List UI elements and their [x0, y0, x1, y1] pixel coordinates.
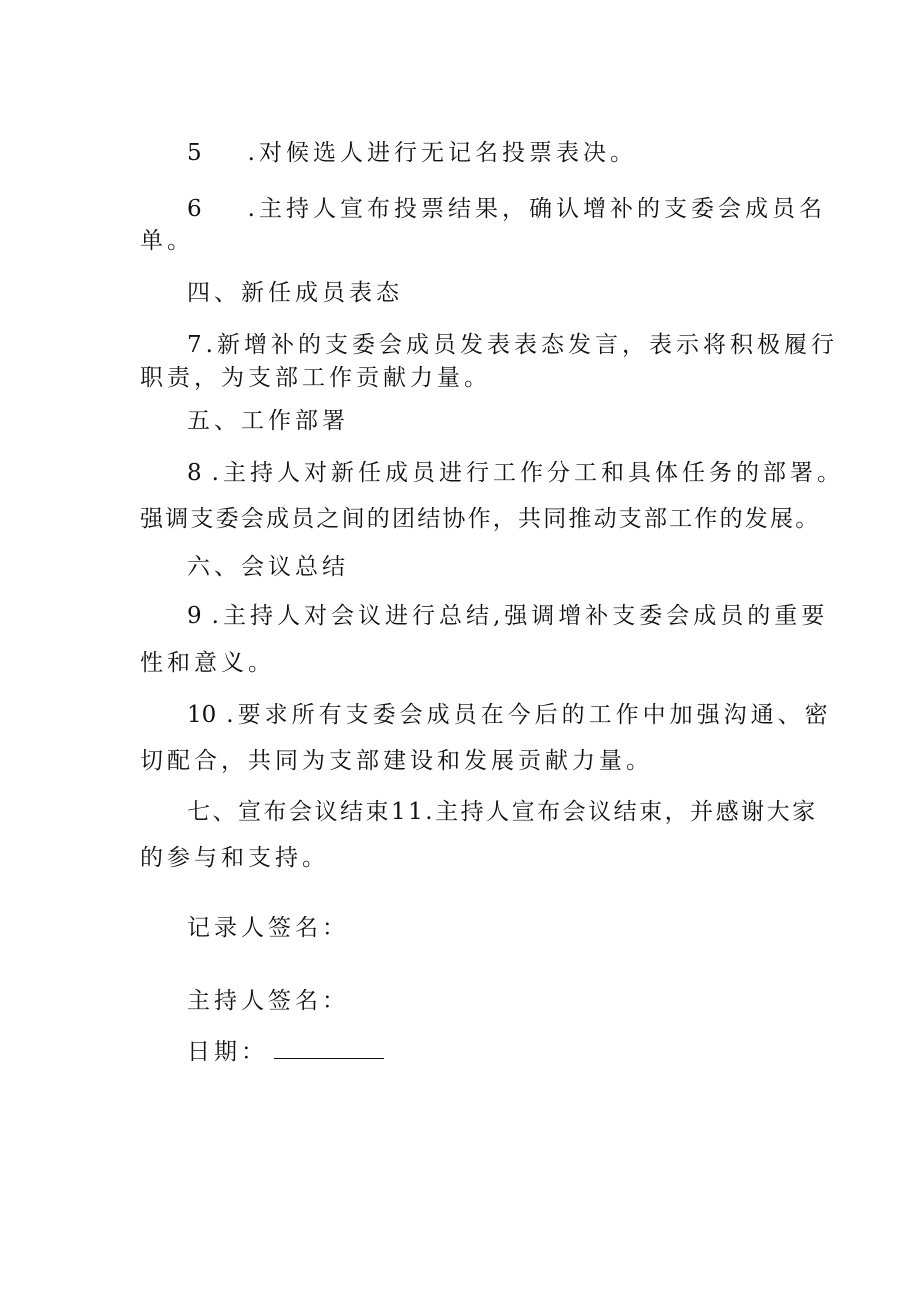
item-9-line-1 — [187, 601, 828, 631]
section-6-heading — [187, 552, 349, 582]
item-9-line-2 — [140, 648, 275, 678]
item-text: 职责，为支部工作贡献力量。 — [140, 365, 491, 391]
date-field — [187, 1036, 384, 1067]
item-number: 10 — [187, 702, 217, 728]
item-10-line-2 — [140, 746, 653, 776]
item-text: 强调支委会成员之间的团结协作，共同推动支部工作的发展。 — [140, 506, 821, 532]
item-6-line-1 — [187, 194, 826, 224]
section-4-heading — [187, 278, 403, 308]
item-10-line-1 — [187, 700, 832, 730]
host-signature — [187, 986, 349, 1016]
recorder-signature-label: 记录人签名： — [187, 915, 349, 941]
item-text: 7.新增补的支委会成员发表表态发言，表示将积极履行 — [187, 332, 838, 358]
heading-text: 四、新任成员表态 — [187, 280, 403, 306]
heading-text: 六、会议总结 — [187, 554, 349, 580]
host-signature-label: 主持人签名： — [187, 988, 349, 1014]
item-number: 8 — [187, 460, 202, 486]
item-8-line-2 — [140, 504, 820, 534]
item-text: .主持人对新任成员进行工作分工和具体任务的部署。 — [211, 460, 844, 486]
item-number: 6 — [187, 196, 202, 222]
date-label: 日期： — [187, 1039, 268, 1065]
item-text: 性和意义。 — [140, 650, 275, 676]
item-7-line-2 — [140, 363, 491, 393]
item-text: 单。 — [140, 228, 194, 254]
item-text: 的参与和支持。 — [140, 845, 329, 871]
item-text: .主持人对会议进行总结,强调增补支委会成员的重要 — [211, 603, 829, 629]
item-7-line-1 — [187, 330, 838, 360]
heading-text: 五、工作部署 — [187, 408, 349, 434]
section-5-heading — [187, 406, 349, 436]
item-number: 5 — [187, 140, 202, 166]
item-text: .要求所有支委会成员在今后的工作中加强沟通、密 — [226, 702, 832, 728]
date-blank-line — [274, 1036, 384, 1059]
item-text: .对候选人进行无记名投票表决。 — [247, 140, 637, 166]
item-8-line-1 — [187, 458, 844, 488]
section-7-line-1 — [187, 797, 818, 827]
item-number: 9 — [187, 603, 202, 629]
item-text: 七、宣布会议结束11.主持人宣布会议结束，并感谢大家 — [187, 799, 818, 825]
item-text: 切配合，共同为支部建设和发展贡献力量。 — [140, 748, 653, 774]
recorder-signature — [187, 913, 349, 943]
item-6-line-2 — [140, 226, 194, 256]
section-7-line-2 — [140, 843, 329, 873]
item-5 — [187, 138, 637, 168]
item-text: .主持人宣布投票结果，确认增补的支委会成员名 — [247, 196, 826, 222]
